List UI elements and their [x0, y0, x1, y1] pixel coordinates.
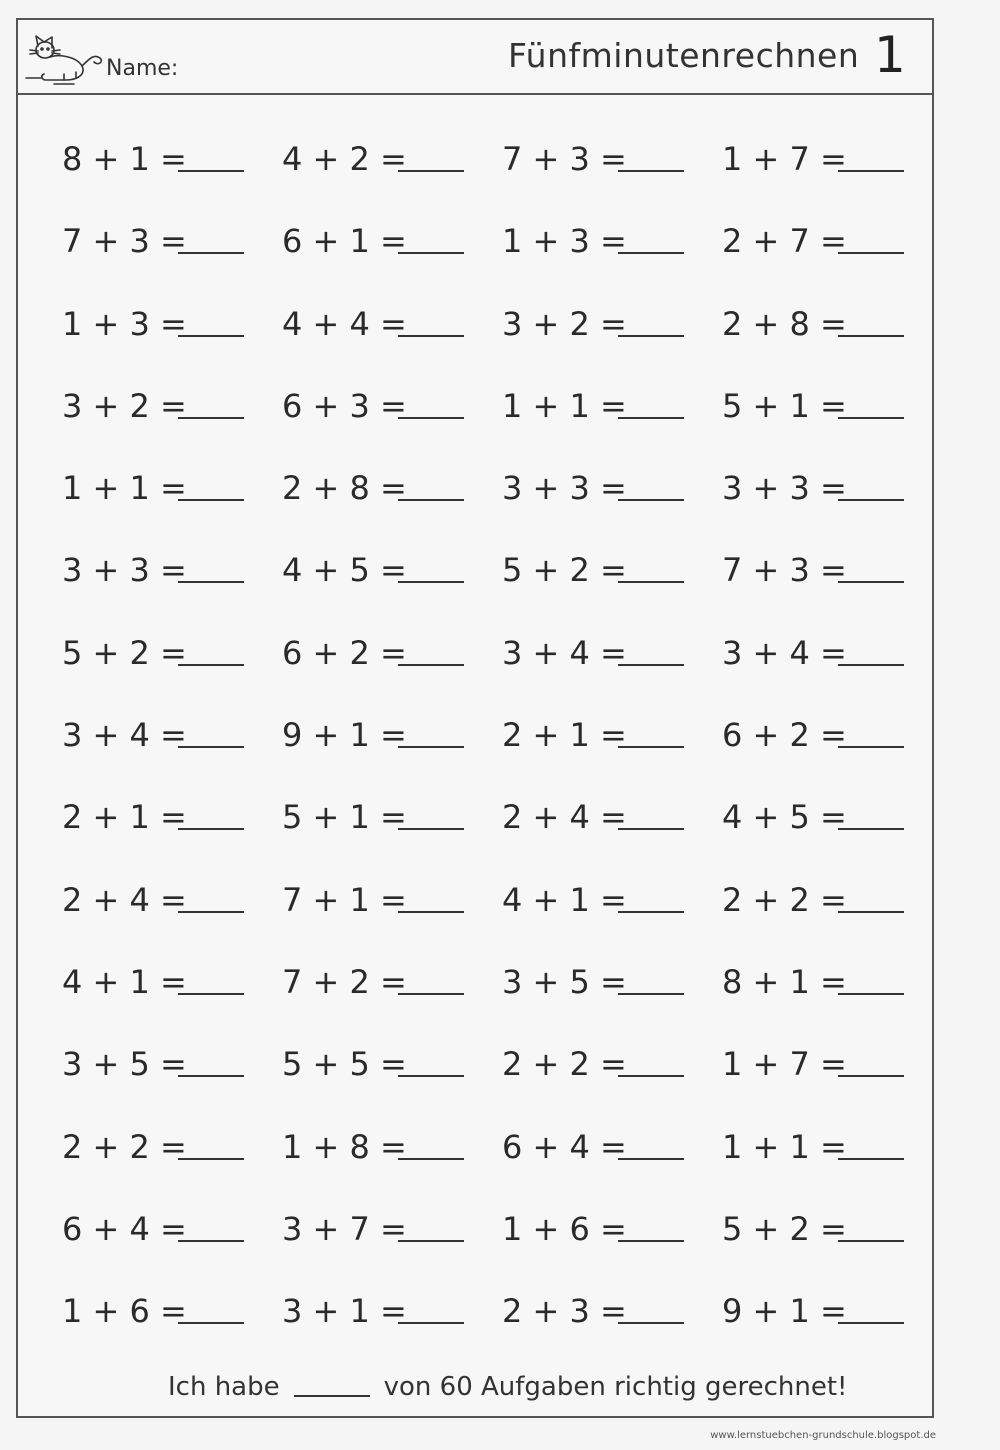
math-task	[62, 457, 282, 507]
task-expression: 6 + 2 =	[282, 633, 407, 672]
answer-blank[interactable]	[618, 334, 684, 337]
task-expression: 6 + 1 =	[282, 222, 407, 261]
math-task	[722, 539, 942, 589]
task-expression: 5 + 2 =	[62, 633, 187, 672]
answer-blank[interactable]	[838, 580, 904, 583]
task-expression: 2 + 8 =	[282, 469, 407, 508]
math-task	[502, 457, 722, 507]
answer-blank[interactable]	[178, 251, 244, 254]
answer-blank[interactable]	[398, 498, 464, 501]
result-text-after: von 60 Aufgaben richtig gerechnet!	[383, 1372, 848, 1402]
math-task	[282, 293, 502, 343]
answer-blank[interactable]	[178, 580, 244, 583]
math-task	[722, 210, 942, 260]
answer-blank[interactable]	[618, 416, 684, 419]
math-task	[502, 1198, 722, 1248]
task-expression: 2 + 2 =	[722, 880, 847, 919]
math-task	[282, 869, 502, 919]
math-task	[282, 704, 502, 754]
math-task	[722, 869, 942, 919]
math-task	[62, 293, 282, 343]
math-task	[62, 704, 282, 754]
worksheet-title: Fünfminutenrechnen	[508, 36, 860, 75]
task-expression: 4 + 1 =	[62, 962, 187, 1001]
math-task	[282, 951, 502, 1001]
math-task	[722, 786, 942, 836]
math-task	[502, 1280, 722, 1330]
answer-blank[interactable]	[618, 169, 684, 172]
task-expression: 1 + 1 =	[722, 1127, 847, 1166]
math-task	[722, 457, 942, 507]
answer-blank[interactable]	[398, 169, 464, 172]
task-expression: 7 + 3 =	[502, 140, 627, 178]
task-expression: 3 + 4 =	[502, 633, 627, 672]
math-task	[62, 951, 282, 1001]
answer-blank[interactable]	[178, 1321, 244, 1324]
answer-blank[interactable]	[838, 992, 904, 995]
math-task	[62, 1116, 282, 1166]
task-expression: 2 + 1 =	[502, 716, 627, 755]
answer-blank[interactable]	[618, 580, 684, 583]
task-expression: 5 + 5 =	[282, 1045, 407, 1084]
task-expression: 2 + 3 =	[502, 1292, 627, 1331]
task-expression: 8 + 1 =	[62, 140, 187, 178]
task-expression: 6 + 2 =	[722, 716, 847, 755]
math-task	[62, 1033, 282, 1083]
task-expression: 1 + 1 =	[502, 386, 627, 425]
answer-blank[interactable]	[178, 827, 244, 830]
math-task	[282, 1033, 502, 1083]
answer-blank[interactable]	[838, 251, 904, 254]
task-expression: 4 + 4 =	[282, 304, 407, 343]
task-expression: 2 + 2 =	[502, 1045, 627, 1084]
task-expression: 5 + 2 =	[502, 551, 627, 590]
answer-blank[interactable]	[398, 251, 464, 254]
answer-blank[interactable]	[838, 910, 904, 913]
math-task	[502, 293, 722, 343]
task-expression: 2 + 2 =	[62, 1127, 187, 1166]
task-expression: 7 + 3 =	[62, 222, 187, 261]
math-task	[282, 128, 502, 178]
answer-blank[interactable]	[838, 1157, 904, 1160]
answer-blank[interactable]	[178, 663, 244, 666]
task-expression: 6 + 4 =	[62, 1209, 187, 1248]
answer-blank[interactable]	[178, 1074, 244, 1077]
math-task	[722, 704, 942, 754]
math-task	[62, 1280, 282, 1330]
math-task	[722, 622, 942, 672]
math-task	[62, 210, 282, 260]
answer-blank[interactable]	[838, 334, 904, 337]
task-expression: 4 + 1 =	[502, 880, 627, 919]
answer-blank[interactable]	[618, 1321, 684, 1324]
answer-blank[interactable]	[618, 498, 684, 501]
math-task	[62, 622, 282, 672]
answer-blank[interactable]	[178, 1239, 244, 1242]
task-expression: 3 + 3 =	[722, 469, 847, 508]
math-task	[502, 1116, 722, 1166]
answer-blank[interactable]	[838, 663, 904, 666]
math-task	[722, 375, 942, 425]
task-expression: 5 + 1 =	[282, 798, 407, 837]
answer-blank[interactable]	[178, 169, 244, 172]
answer-blank[interactable]	[618, 251, 684, 254]
math-task	[62, 869, 282, 919]
answer-blank[interactable]	[838, 1321, 904, 1324]
answer-blank[interactable]	[838, 827, 904, 830]
task-expression: 1 + 7 =	[722, 140, 847, 178]
math-task	[282, 622, 502, 672]
task-expression: 3 + 5 =	[502, 962, 627, 1001]
answer-blank[interactable]	[398, 334, 464, 337]
math-task	[282, 457, 502, 507]
answer-blank[interactable]	[838, 1239, 904, 1242]
answer-blank[interactable]	[398, 663, 464, 666]
result-answer-blank[interactable]	[294, 1395, 370, 1397]
answer-blank[interactable]	[618, 1074, 684, 1077]
math-task	[62, 1198, 282, 1248]
task-expression: 3 + 7 =	[282, 1209, 407, 1248]
answer-blank[interactable]	[398, 827, 464, 830]
math-task	[502, 869, 722, 919]
task-expression: 4 + 5 =	[282, 551, 407, 590]
math-task	[722, 951, 942, 1001]
answer-blank[interactable]	[178, 416, 244, 419]
task-expression: 1 + 6 =	[62, 1292, 187, 1331]
answer-blank[interactable]	[838, 745, 904, 748]
task-expression: 6 + 4 =	[502, 1127, 627, 1166]
answer-blank[interactable]	[618, 992, 684, 995]
answer-blank[interactable]	[838, 416, 904, 419]
answer-blank[interactable]	[618, 745, 684, 748]
answer-blank[interactable]	[178, 992, 244, 995]
answer-blank[interactable]	[178, 498, 244, 501]
math-task	[502, 951, 722, 1001]
task-expression: 3 + 3 =	[502, 469, 627, 508]
task-expression: 3 + 1 =	[282, 1292, 407, 1331]
answer-blank[interactable]	[398, 1074, 464, 1077]
task-expression: 1 + 1 =	[62, 469, 187, 508]
task-expression: 2 + 8 =	[722, 304, 847, 343]
sheet-number: 1	[874, 26, 906, 84]
math-task	[722, 1280, 942, 1330]
task-expression: 5 + 2 =	[722, 1209, 847, 1248]
answer-blank[interactable]	[618, 1157, 684, 1160]
answer-blank[interactable]	[838, 1074, 904, 1077]
answer-blank[interactable]	[618, 1239, 684, 1242]
task-expression: 3 + 4 =	[722, 633, 847, 672]
task-expression: 9 + 1 =	[722, 1292, 847, 1331]
answer-blank[interactable]	[398, 992, 464, 995]
math-task	[282, 375, 502, 425]
answer-blank[interactable]	[178, 745, 244, 748]
task-expression: 7 + 3 =	[722, 551, 847, 590]
task-expression: 3 + 5 =	[62, 1045, 187, 1084]
answer-blank[interactable]	[178, 910, 244, 913]
answer-blank[interactable]	[178, 1157, 244, 1160]
math-task	[282, 1280, 502, 1330]
worksheet	[16, 18, 934, 1418]
math-task	[62, 539, 282, 589]
task-expression: 1 + 3 =	[62, 304, 187, 343]
task-expression: 1 + 7 =	[722, 1045, 847, 1084]
math-task	[282, 210, 502, 260]
math-task	[502, 1033, 722, 1083]
task-expression: 7 + 2 =	[282, 962, 407, 1001]
answer-blank[interactable]	[618, 827, 684, 830]
answer-blank[interactable]	[398, 1321, 464, 1324]
task-grid	[62, 128, 922, 1362]
task-expression: 1 + 6 =	[502, 1209, 627, 1248]
math-task	[502, 786, 722, 836]
math-task	[502, 704, 722, 754]
task-expression: 2 + 4 =	[502, 798, 627, 837]
task-expression: 8 + 1 =	[722, 962, 847, 1001]
task-expression: 7 + 1 =	[282, 880, 407, 919]
answer-blank[interactable]	[838, 498, 904, 501]
math-task	[62, 786, 282, 836]
math-task	[722, 1116, 942, 1166]
math-task	[722, 293, 942, 343]
task-expression: 2 + 4 =	[62, 880, 187, 919]
task-expression: 9 + 1 =	[282, 716, 407, 755]
answer-blank[interactable]	[398, 910, 464, 913]
math-task	[62, 128, 282, 178]
math-task	[502, 622, 722, 672]
math-task	[282, 1116, 502, 1166]
task-expression: 3 + 2 =	[502, 304, 627, 343]
math-task	[282, 1198, 502, 1248]
math-task	[722, 1033, 942, 1083]
task-expression: 2 + 7 =	[722, 222, 847, 261]
math-task	[502, 210, 722, 260]
math-task	[722, 1198, 942, 1248]
worksheet-header	[18, 20, 932, 95]
answer-blank[interactable]	[398, 1157, 464, 1160]
cat-icon	[24, 28, 106, 88]
task-expression: 3 + 2 =	[62, 386, 187, 425]
name-label: Name:	[106, 56, 179, 81]
math-task	[282, 786, 502, 836]
task-expression: 3 + 3 =	[62, 551, 187, 590]
math-task	[62, 375, 282, 425]
result-sentence	[168, 1372, 847, 1402]
task-expression: 4 + 2 =	[282, 140, 407, 178]
task-expression: 1 + 3 =	[502, 222, 627, 261]
answer-blank[interactable]	[618, 910, 684, 913]
task-expression: 5 + 1 =	[722, 386, 847, 425]
math-task	[502, 128, 722, 178]
answer-blank[interactable]	[398, 745, 464, 748]
math-task	[502, 375, 722, 425]
answer-blank[interactable]	[618, 663, 684, 666]
math-task	[502, 539, 722, 589]
answer-blank[interactable]	[178, 334, 244, 337]
math-task	[722, 128, 942, 178]
math-task	[282, 539, 502, 589]
answer-blank[interactable]	[838, 169, 904, 172]
source-credit: www.lernstuebchen-grundschule.blogspot.de	[710, 1430, 936, 1441]
task-expression: 4 + 5 =	[722, 798, 847, 837]
answer-blank[interactable]	[398, 416, 464, 419]
task-expression: 2 + 1 =	[62, 798, 187, 837]
task-expression: 6 + 3 =	[282, 386, 407, 425]
result-text-before: Ich habe	[168, 1372, 280, 1402]
task-expression: 3 + 4 =	[62, 716, 187, 755]
answer-blank[interactable]	[398, 1239, 464, 1242]
task-expression: 1 + 8 =	[282, 1127, 407, 1166]
answer-blank[interactable]	[398, 580, 464, 583]
